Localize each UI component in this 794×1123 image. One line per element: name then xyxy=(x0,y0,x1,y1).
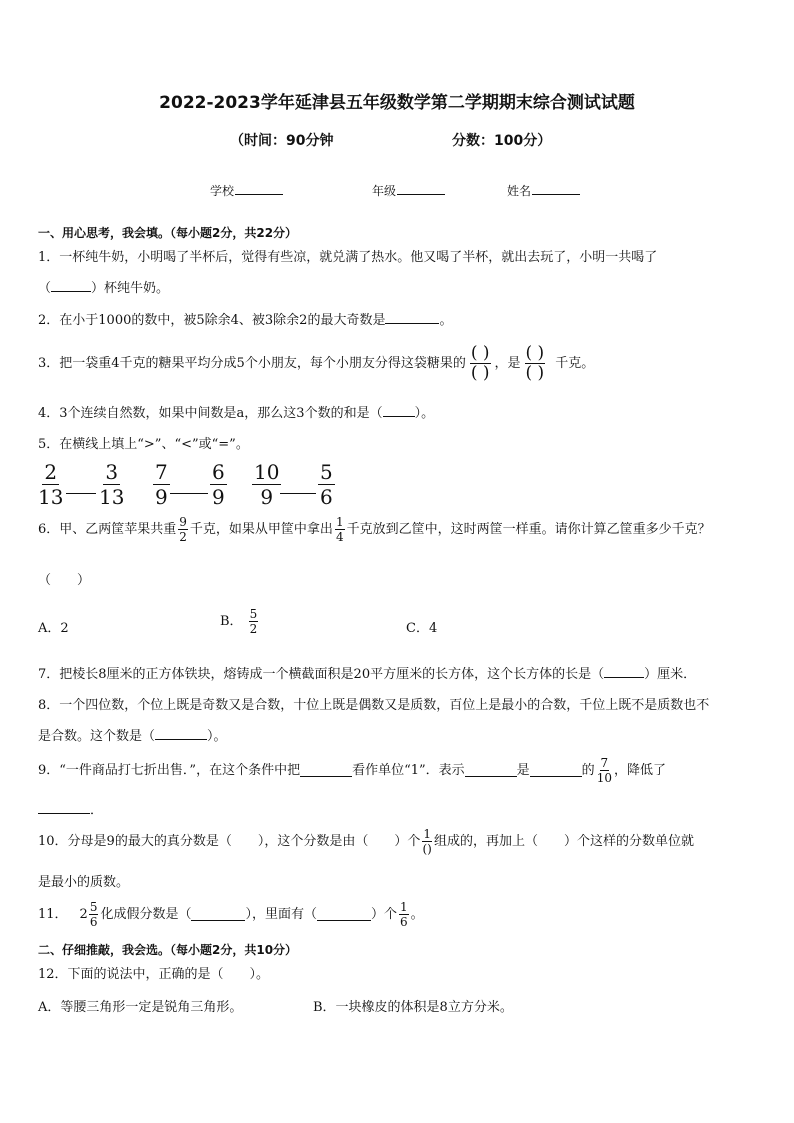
q9-text-5: ，降低了 xyxy=(613,762,666,778)
q2-text: 2．在小于1000的数中，被5除余4、被3除余2的最大奇数是 xyxy=(38,313,386,328)
q6-option-b[interactable] xyxy=(220,608,260,635)
name-field xyxy=(507,182,580,199)
fraction-numerator: 1 xyxy=(423,827,431,841)
fraction-denominator: 4 xyxy=(335,530,344,544)
q4-text: 4．3个连续自然数，如果中间数是a，那么这3个数的和是（ xyxy=(38,406,383,421)
grade-label: 年级 xyxy=(372,184,397,198)
q6-option-b-fraction xyxy=(249,608,259,635)
q10-text-2: 组成的，再加上（ ）个这样的分数单位就 xyxy=(433,833,694,849)
q5-pair1-left xyxy=(38,462,63,507)
question-6 xyxy=(38,516,711,543)
q9-blank-3[interactable] xyxy=(530,776,582,777)
fraction-denominator: 13 xyxy=(38,485,64,509)
q10-unit-fraction xyxy=(422,828,432,855)
q5-compare-blank-2[interactable] xyxy=(170,493,208,494)
q9-text-1: 9．“一件商品打七折出售．”，在这个条件中把 xyxy=(38,762,301,778)
fraction-numerator: 3 xyxy=(105,460,119,484)
q11-unit-fraction xyxy=(399,901,409,928)
q3-kg-blank[interactable] xyxy=(525,345,546,382)
q3-text: 3．把一袋重4千克的糖果平均分成5个小朋友，每个小朋友分得这袋糖果的 xyxy=(38,355,466,371)
q6-text-3: 千克放到乙筐中，这时两筐一样重。请你计算乙筐重多少千克？ xyxy=(346,521,711,537)
school-field xyxy=(210,182,283,199)
section-1-heading: 一、用心思考，我会填。（每小题2分，共22分） xyxy=(38,226,298,240)
q7-answer-blank[interactable] xyxy=(604,677,644,678)
question-9 xyxy=(38,757,666,784)
fraction-numerator: 7 xyxy=(155,460,168,484)
q6-option-c[interactable]: C．4 xyxy=(406,621,438,636)
q11-blank-2[interactable] xyxy=(317,920,371,921)
q6-answer-paren[interactable]: （ ） xyxy=(38,573,91,588)
fraction-numerator: 5 xyxy=(249,607,258,621)
q6-option-a[interactable]: A．2 xyxy=(38,621,69,636)
q1-close: ）杯纯牛奶。 xyxy=(91,281,170,296)
q9-text-2: 看作单位“1”．表示 xyxy=(352,762,465,778)
question-9-line-2 xyxy=(38,802,103,820)
q10-text-1: 10．分母是9的最大的真分数是（ ），这个分数是由（ ）个 xyxy=(38,833,421,849)
question-1-line-1: 1．一杯纯牛奶，小明喝了半杯后，觉得有些凉，就兑满了热水。他又喝了半杯，就出去玩了，小明一共喝了 xyxy=(38,250,658,265)
q9-end: ． xyxy=(90,803,104,818)
fraction-denominator: 9 xyxy=(260,485,274,509)
fraction-denominator: 6 xyxy=(400,915,408,929)
school-blank[interactable] xyxy=(235,194,283,195)
q1-open-paren: （ xyxy=(38,281,52,296)
q4-answer-blank[interactable] xyxy=(383,416,415,417)
fraction-denominator: 2 xyxy=(179,530,187,544)
q12-option-b[interactable]: B．一块橡皮的体积是8立方分米。 xyxy=(313,1000,513,1015)
q3-kg-numerator: ( ) xyxy=(525,343,545,363)
q5-compare-blank-3[interactable] xyxy=(280,493,316,494)
fraction-denominator: 9 xyxy=(155,485,168,509)
q2-answer-blank[interactable] xyxy=(385,323,439,324)
fraction-denominator: 9 xyxy=(212,485,225,509)
q6-text-1: 6．甲、乙两筐苹果共重 xyxy=(38,521,177,537)
question-10 xyxy=(38,828,694,855)
fraction-numerator: 10 xyxy=(254,460,280,484)
fraction-numerator: 6 xyxy=(212,460,225,484)
q8-answer-blank[interactable] xyxy=(155,739,207,740)
q9-text-3: 是 xyxy=(516,762,530,778)
q4-end: ）。 xyxy=(414,406,435,421)
fraction-numerator: 1 xyxy=(400,900,408,914)
q3-fraction-denominator: ( ) xyxy=(470,363,490,383)
q7-end: ）厘米． xyxy=(644,667,697,682)
fraction-numerator: 5 xyxy=(320,460,333,484)
fraction-denominator: 13 xyxy=(99,485,125,509)
q9-text-4: 的 xyxy=(581,762,595,778)
q7-text: 7．把棱长8厘米的正方体铁块，熔铸成一个横截面积是20平方厘米的长方体，这个长方体的长是（ xyxy=(38,667,605,682)
question-3 xyxy=(38,345,594,382)
q11-text-3: ）个 xyxy=(371,906,398,922)
fraction-numerator: 9 xyxy=(179,515,187,529)
q6-move-fraction xyxy=(335,516,345,543)
grade-field xyxy=(372,182,445,199)
question-8-line-1: 8．一个四位数，个位上既是奇数又是合数，十位上既是偶数又是质数，百位上是最小的合数，千位上既不是质数也不 xyxy=(38,698,710,713)
q2-end: 。 xyxy=(439,313,453,328)
q5-compare-blank-1[interactable] xyxy=(66,493,96,494)
question-4 xyxy=(38,405,434,423)
q11-whole: 2 xyxy=(79,906,88,922)
q12-option-a[interactable]: A．等腰三角形一定是锐角三角形。 xyxy=(38,1000,243,1015)
question-12: 12．下面的说法中，正确的是（ ）。 xyxy=(38,967,270,982)
fraction-numerator: 7 xyxy=(600,756,609,770)
school-label: 学校 xyxy=(210,184,235,198)
q5-pair3-left xyxy=(252,462,281,507)
question-1-line-2 xyxy=(38,280,169,298)
q1-answer-blank[interactable] xyxy=(51,291,91,292)
q11-number: 11． xyxy=(38,906,68,922)
question-10-line-2: 是最小的质数。 xyxy=(38,875,130,890)
q11-end: 。 xyxy=(410,906,424,922)
q11-text-1: 化成假分数是（ xyxy=(100,906,192,922)
q9-fraction xyxy=(597,757,612,784)
fraction-denominator: 6 xyxy=(320,485,333,509)
time-limit: （时间：90分钟 xyxy=(230,133,334,149)
q3-mid: ，是 xyxy=(494,355,521,371)
fraction-numerator: 2 xyxy=(44,460,58,484)
fraction-denominator: 6 xyxy=(89,915,98,929)
q6-weight-fraction xyxy=(178,516,188,543)
name-blank[interactable] xyxy=(532,194,580,195)
q5-pair3-right xyxy=(318,462,335,507)
grade-blank[interactable] xyxy=(397,194,445,195)
q5-pair1-right xyxy=(99,462,124,507)
q11-mixed-fraction xyxy=(89,901,99,928)
q9-blank-1[interactable] xyxy=(300,776,352,777)
question-7 xyxy=(38,666,696,684)
q5-pair2-right xyxy=(210,462,227,507)
name-label: 姓名 xyxy=(507,184,532,198)
q3-fraction-blank[interactable] xyxy=(470,345,491,382)
q3-fraction-numerator: ( ) xyxy=(470,343,490,363)
q8-end: ）。 xyxy=(207,729,227,744)
fraction-numerator: 5 xyxy=(89,900,98,914)
q11-text-2: ），里面有（ xyxy=(245,906,317,922)
q9-blank-2[interactable] xyxy=(465,776,517,777)
q5-pair2-left xyxy=(153,462,170,507)
q11-blank-1[interactable] xyxy=(191,920,245,921)
question-2 xyxy=(38,312,452,330)
question-8-line-2 xyxy=(38,728,227,746)
q6-text-2: 千克，如果从甲筐中拿出 xyxy=(189,521,333,537)
q9-blank-4[interactable] xyxy=(38,813,90,814)
q8-text: 是合数。这个数是（ xyxy=(38,729,156,744)
page-title: 2022-2023学年延津县五年级数学第二学期期末综合测试试题 xyxy=(159,93,635,113)
total-score: 分数：100分） xyxy=(452,133,552,149)
q6-option-b-label: B． xyxy=(220,613,243,629)
fraction-denominator: 10 xyxy=(596,771,612,785)
q3-end: 千克。 xyxy=(555,355,595,371)
section-2-heading: 二、仔细推敲，我会选。（每小题2分，共10分） xyxy=(38,943,298,957)
fraction-denominator[interactable]: () xyxy=(422,842,432,856)
q3-kg-denominator: ( ) xyxy=(525,363,545,383)
fraction-numerator: 1 xyxy=(335,515,344,529)
question-11 xyxy=(38,901,424,928)
fraction-denominator: 2 xyxy=(249,622,258,636)
question-5: 5．在横线上填上“>”、“<”或“=”。 xyxy=(38,437,249,452)
